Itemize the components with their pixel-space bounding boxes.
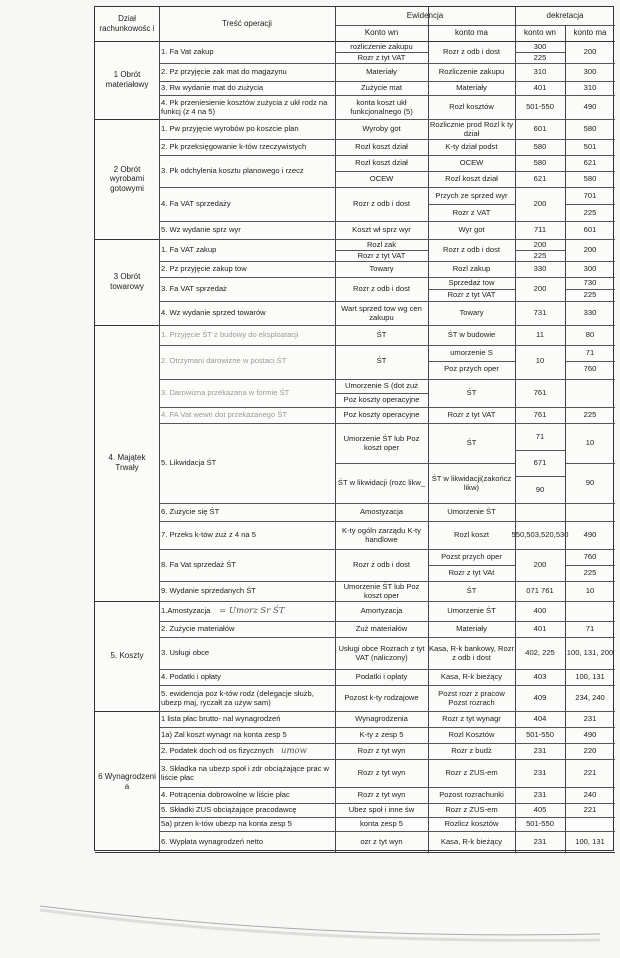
- ma-cell: Umorzenie ŚT: [447, 507, 496, 517]
- dma-cell: 225: [583, 568, 597, 578]
- ma-cell: Rozliczenie zakupu: [438, 67, 505, 77]
- ma-cell: Wyr got: [458, 225, 485, 235]
- wn-cell: Rozr z tyt VAT: [357, 250, 406, 260]
- dma-cell: 90: [585, 478, 595, 488]
- row-divider: [565, 565, 615, 566]
- dma-cell: 300: [583, 67, 597, 77]
- dwn-cell: 071 761: [526, 586, 554, 596]
- wn-cell: Rozr z tyt wyn: [357, 768, 406, 778]
- dwn-cell: 200: [533, 560, 547, 570]
- dma-cell: 100, 131: [575, 672, 605, 682]
- dma-cell: 601: [583, 225, 597, 235]
- dwn-cell: 200: [533, 199, 547, 209]
- wn-cell: ŚT w likwidacji (rozc likw_: [337, 478, 426, 488]
- ma-cell: Rozr z odb i dost: [443, 245, 500, 255]
- accounting-table: [94, 6, 614, 851]
- header-dekr-ma: konto ma: [573, 28, 607, 38]
- wn-cell: Koszt wł sprz wyr: [352, 225, 411, 235]
- operation-text: 4. Pk przeniesienie kosztów zużycia z ukł rodz na funkcj (z 4 na 5): [161, 97, 328, 116]
- dwn-cell: 711: [533, 225, 547, 235]
- wn-cell: Zuż materiałów: [355, 624, 408, 634]
- dwn-cell: 409: [533, 693, 547, 703]
- dwn-cell: 403: [533, 672, 547, 682]
- dma-cell: 220: [583, 746, 597, 756]
- operation-text: 3. Fa VAT sprzedaż: [161, 284, 227, 294]
- dwn-cell: 71: [535, 431, 545, 441]
- wn-cell: Podatki i opłaty: [355, 672, 408, 682]
- operation-text: 5a) przen k-tów ubezp na konta zesp 5: [161, 819, 292, 829]
- dwn-cell: 11: [536, 330, 544, 340]
- handwritten-note: = Umorz Sr ŚT: [219, 606, 285, 616]
- dwn-cell: 580: [533, 158, 547, 168]
- dma-cell: 760: [583, 364, 597, 374]
- dwn-cell: 225: [533, 52, 547, 62]
- dma-cell: 200: [583, 245, 597, 255]
- dma-cell: 580: [583, 174, 597, 184]
- wn-cell: Amortyzacja: [360, 606, 403, 616]
- wn-cell: Rozr z tyt VAT: [357, 52, 406, 62]
- dwn-cell: 731: [533, 308, 547, 318]
- dma-cell: 490: [583, 102, 597, 112]
- dwn-cell: 501-550: [526, 102, 554, 112]
- wn-cell: ozr z tyt wyn: [360, 836, 403, 846]
- dma-cell: 200: [583, 47, 597, 57]
- dwn-cell: 405: [533, 805, 547, 815]
- operation-text: 1.Amostyzacja: [161, 606, 211, 616]
- row-divider: [515, 171, 565, 172]
- dma-cell: [565, 817, 615, 831]
- dwn-cell: 310: [533, 67, 547, 77]
- dma-cell: 621: [583, 158, 597, 168]
- wn-cell: Poz koszty operacyjne: [343, 410, 420, 420]
- dwn-cell: 580: [533, 142, 547, 152]
- operation-text: 4. Potrącenia dobrowolne w liście płac: [161, 790, 290, 800]
- dma-cell: 760: [583, 552, 597, 562]
- row-divider: [428, 463, 515, 464]
- wn-cell: Rozl zak: [366, 239, 397, 249]
- dma-cell: 221: [583, 768, 597, 778]
- ma-cell: Pozst przych oper: [441, 552, 502, 562]
- operation-text: 2. Otrzymani darowizne w postaci ŚT: [161, 356, 287, 366]
- operation-text: 4. FA Vat wewn dot przekazanego ŚT: [161, 410, 288, 420]
- row-divider: [565, 204, 615, 205]
- dma-cell: 71: [585, 348, 595, 358]
- dwn-cell: 90: [535, 485, 545, 495]
- operation-text: 8. Fa Vat sprzedaż ŚT: [161, 560, 236, 570]
- dma-cell: 225: [583, 207, 597, 217]
- wn-cell: Rozl koszt dział: [355, 158, 408, 168]
- section-label: 1 Obrót materiałowy: [105, 70, 149, 89]
- operation-text: 2. Podatek doch od os fizycznych: [161, 746, 274, 756]
- dwn-cell: 231: [533, 790, 547, 800]
- dwn-cell: 621: [533, 174, 547, 184]
- dma-cell: [565, 503, 615, 521]
- wn-cell: Amostyzacja: [359, 507, 404, 517]
- row-divider: [335, 25, 615, 26]
- ma-cell: Pozst rozr z pracow Pozst rozrach: [438, 688, 505, 707]
- ma-cell: Rozr z budż: [451, 746, 492, 756]
- operation-text: 1. Fa VAT zakup: [161, 245, 217, 255]
- ma-cell: Umorzenie ŚT: [447, 606, 496, 616]
- operation-text: 5. Składki ZUS obciążające pracodawcę: [161, 805, 297, 815]
- dwn-cell: 671: [533, 458, 547, 468]
- dma-cell: 580: [583, 124, 597, 134]
- row-divider: [428, 289, 515, 290]
- operation-text: 2. Zużycie materiałów: [161, 624, 235, 634]
- operation-text: 3. Rw wydanie mat do zużycia: [161, 83, 264, 93]
- row-divider: [515, 250, 565, 251]
- wn-cell: ŚT: [376, 330, 387, 340]
- section-label: 2 Obrót wyrobami gotowymi: [109, 164, 145, 193]
- dma-cell: [565, 379, 615, 407]
- operation-text: 5. Wz wydanie sprz wyr: [161, 225, 241, 235]
- ma-cell: Kasa, R-k bieżący: [440, 836, 503, 846]
- ma-cell: Materiały: [456, 83, 487, 93]
- dma-cell: 221: [583, 805, 597, 815]
- handwritten-note: umow: [281, 746, 307, 756]
- operation-text: 3. Składka na ubezp społ i zdr obciążające prac w liście płac: [161, 763, 330, 782]
- operation-text: 1. Pw przyjęcie wyrobów po koszcie plan: [161, 124, 299, 134]
- dma-cell: 71: [585, 624, 595, 634]
- wn-cell: Ubez społ i inne św: [348, 805, 415, 815]
- ma-cell: Materiały: [456, 624, 487, 634]
- ma-cell: Rozr z ZUS-em: [445, 768, 498, 778]
- ma-cell: Rozlicz kosztów: [444, 819, 499, 829]
- operation-text: 1. Przyjęcie ŚT z budowy do eksploatacji: [161, 330, 299, 340]
- wn-cell: konta zesp 5: [359, 819, 404, 829]
- ma-cell: Rozl zakup: [452, 264, 491, 274]
- dma-cell: 310: [583, 83, 597, 93]
- dwn-cell: 401: [533, 624, 547, 634]
- ma-cell: Pozost rozrachunki: [439, 790, 504, 800]
- operation-text: 1a) Zal koszt wynagr na konta zesp 5: [161, 730, 287, 740]
- operation-text: 6. Wypłata wynagrodzeń netto: [161, 836, 264, 846]
- wn-cell: Rozr z tyt wyn: [357, 746, 406, 756]
- dwn-cell: 300: [533, 41, 547, 51]
- wn-cell: Rozr z odb i dost: [353, 199, 410, 209]
- section-label: 5. Koszty: [110, 651, 144, 661]
- ma-cell: Kasa, R-k bankowy, Rozr z odb i dost: [428, 643, 515, 662]
- wn-cell: Zużycie mat: [361, 83, 402, 93]
- operation-text: 2. Pk przeksięgowanie k-tów rzeczywistych: [161, 142, 307, 152]
- dwn-cell: 404: [533, 714, 547, 724]
- wn-cell: OCEW: [369, 174, 394, 184]
- dma-cell: 490: [583, 730, 597, 740]
- ma-cell: Rozr z tyt VAt: [448, 568, 495, 578]
- operation-text: 4. Wz wydanie sprzed towarów: [161, 308, 266, 318]
- operation-text: 1. Fa Vat zakup: [161, 47, 214, 57]
- dma-cell: 701: [583, 190, 597, 200]
- dwn-cell: 501-550: [526, 819, 554, 829]
- page-curl-shadow: [40, 900, 600, 940]
- dwn-cell: 231: [533, 746, 547, 756]
- ma-cell: K-ty dział podst: [445, 142, 498, 152]
- operation-text: 3. Darowizna przekazana w formie ŚT: [161, 388, 290, 398]
- row-divider: [335, 393, 428, 394]
- operation-text: 3. Pk odchylenia kosztu planowego i rzecz: [161, 166, 304, 176]
- wn-cell: Wart sprzed tow wg cen zakupu: [341, 303, 422, 322]
- dma-cell: 100, 131: [575, 836, 605, 846]
- ma-cell: ŚT: [466, 586, 477, 596]
- wn-cell: Towary: [369, 264, 394, 274]
- ma-cell: Rozr z odb i dost: [443, 47, 500, 57]
- dwn-cell: 550,503,520,530: [511, 530, 569, 540]
- section-label: 3 Obrót towarowy: [110, 272, 144, 291]
- operation-text: 2. Pz przyjęcie zakup tow: [161, 264, 247, 274]
- ma-cell: Sprzedaż tow: [448, 278, 495, 288]
- ma-cell: OCEW: [459, 158, 484, 168]
- row-divider: [565, 171, 615, 172]
- dma-cell: 330: [583, 308, 597, 318]
- dma-cell: 225: [583, 290, 597, 300]
- wn-cell: Materiały: [366, 67, 397, 77]
- operation-text: 9. Wydanie sprzedanych ŚT: [161, 586, 256, 596]
- operation-text: 2. Pz przyjęcie zak mat do magazynu: [161, 67, 287, 77]
- header-konto-ma: konto ma: [455, 28, 488, 38]
- row-divider: [335, 171, 428, 172]
- wn-cell: Rozr z tyt wyn: [357, 790, 406, 800]
- ma-cell: Rozr z tyt VAT: [447, 410, 496, 420]
- operation-text: 7. Przeks k-tów zuż z 4 na 5: [161, 530, 256, 540]
- dma-cell: [565, 601, 615, 621]
- wn-cell: Wynagrodzenia: [355, 714, 408, 724]
- wn-cell: Pozost k-ty rodzajowe: [344, 693, 419, 703]
- dma-cell: 240: [583, 790, 597, 800]
- wn-cell: rozliczenie zakupu: [350, 41, 413, 51]
- dwn-cell: [515, 503, 565, 521]
- section-label: 4. Majątek Trwały: [108, 453, 146, 472]
- wn-cell: Umorzenie ŚT lub Poz koszt oper: [343, 433, 420, 452]
- dma-cell: 100, 131, 200: [566, 648, 614, 658]
- operation-text: 4. Fa VAT sprzedaży: [161, 199, 231, 209]
- dma-cell: 300: [583, 264, 597, 274]
- section-label: 6 Wynagrodzeni a: [98, 771, 156, 791]
- operation-text: 1 lista płac brutto- nal wynagrodzeń: [161, 714, 281, 724]
- ma-cell: ŚT: [466, 438, 477, 448]
- wn-cell: Poz koszty operacyjne: [343, 395, 420, 405]
- operation-text: 6. Zużycie się ŚT: [161, 507, 220, 517]
- row-divider: [515, 476, 565, 477]
- operation-text: 5. Likwidacja ŚT: [161, 458, 217, 468]
- row-divider: [565, 361, 615, 362]
- dwn-cell: 330: [533, 264, 547, 274]
- ma-cell: Rozr z ZUS-em: [445, 805, 498, 815]
- dma-cell: 225: [583, 410, 597, 420]
- row-divider: [95, 852, 615, 853]
- row-divider: [335, 250, 428, 251]
- dwn-cell: 231: [533, 836, 547, 846]
- wn-cell: K-ty ogóln zarządu K-ty handlowe: [342, 525, 421, 544]
- wn-cell: K-ty z zesp 5: [359, 730, 404, 740]
- wn-cell: Wyroby got: [362, 124, 401, 134]
- wn-cell: ŚT: [376, 356, 387, 366]
- row-divider: [565, 463, 615, 464]
- dwn-cell: 225: [533, 250, 547, 260]
- dwn-cell: 601: [533, 124, 547, 134]
- dma-cell: 234, 240: [575, 693, 605, 703]
- row-divider: [565, 289, 615, 290]
- dwn-cell: 231: [533, 768, 547, 778]
- ma-cell: Kasa, R-k bieżący: [440, 672, 503, 682]
- wn-cell: konta koszt ukł funkcjonalnego (5): [350, 97, 413, 116]
- ma-cell: Rozr z tyt wynagr: [442, 714, 501, 724]
- row-divider: [428, 565, 515, 566]
- wn-cell: Umorzenie S (dot zuż: [344, 381, 418, 391]
- header-dekr-wn: konto wn: [523, 28, 557, 38]
- row-divider: [335, 52, 428, 53]
- ma-cell: ŚT w likwidacji(zakończ likw): [431, 473, 512, 492]
- header-dekretacja: dekretacja: [546, 11, 584, 21]
- row-divider: [428, 171, 515, 172]
- wn-cell: Usługi obce Rozrach z tyt VAT (naliczony): [338, 643, 425, 662]
- dma-cell: 231: [583, 714, 597, 724]
- wn-cell: Rozl koszt dział: [355, 142, 408, 152]
- row-divider: [335, 463, 428, 464]
- wn-cell: Rozr z odb i dost: [353, 284, 410, 294]
- ma-cell: Rozr z VAT: [452, 207, 491, 217]
- dma-cell: 80: [585, 330, 595, 340]
- ma-cell: Poz przych oper: [444, 364, 499, 374]
- dma-cell: 10: [585, 586, 595, 596]
- dma-cell: 10: [585, 438, 595, 448]
- ma-cell: Rozl Kosztów: [448, 730, 495, 740]
- dwn-cell: 10: [535, 356, 545, 366]
- ma-cell: ŚT w budowie: [447, 330, 496, 340]
- dwn-cell: 400: [533, 606, 547, 616]
- ma-cell: Towary: [459, 308, 484, 318]
- dma-cell: 730: [583, 278, 597, 288]
- wn-cell: Rozr z odb i dost: [353, 560, 410, 570]
- dwn-cell: 200: [533, 284, 547, 294]
- dma-cell: 490: [583, 530, 597, 540]
- dwn-cell: 761: [533, 410, 547, 420]
- ma-cell: Rozl koszt dział: [445, 174, 498, 184]
- ma-cell: ŚT: [466, 388, 477, 398]
- ma-cell: Przych ze sprzed wyr: [435, 190, 508, 200]
- header-konto-wn: Konto wn: [364, 28, 399, 38]
- row-divider: [428, 204, 515, 205]
- header-ewidencja: Ewidencja: [406, 11, 444, 21]
- dwn-cell: 501-550: [526, 730, 554, 740]
- dma-cell: 501: [583, 142, 597, 152]
- row-divider: [428, 361, 515, 362]
- dwn-cell: 761: [533, 388, 547, 398]
- row-divider: [515, 450, 565, 451]
- header-dzial: Dział rachunkowośc i: [99, 14, 155, 33]
- operation-text: 5. ewidencja poz k-tów rodz (delegacje służb, ubezp maj, ryczałt za używ sam): [161, 688, 314, 707]
- row-divider: [515, 52, 565, 53]
- header-tresc: Treść operacji: [222, 19, 272, 29]
- dwn-cell: 200: [533, 239, 547, 249]
- ma-cell: Rozl koszt: [453, 530, 490, 540]
- dwn-cell: 401: [533, 83, 547, 93]
- operation-text: 4. Podatki i opłaty: [161, 672, 221, 682]
- operation-text: 3. Usługi obce: [161, 648, 210, 658]
- ma-cell: Rozlicznie prod Rozl k ty dział: [429, 119, 514, 138]
- dwn-cell: 402, 225: [525, 648, 555, 658]
- ma-cell: Rozl kosztów: [449, 102, 494, 112]
- ma-cell: Rozr z tyt VAT: [447, 290, 496, 300]
- ma-cell: umorzenie S: [450, 348, 493, 358]
- wn-cell: Umorzenie ŚT lub Poz koszt oper: [343, 581, 420, 600]
